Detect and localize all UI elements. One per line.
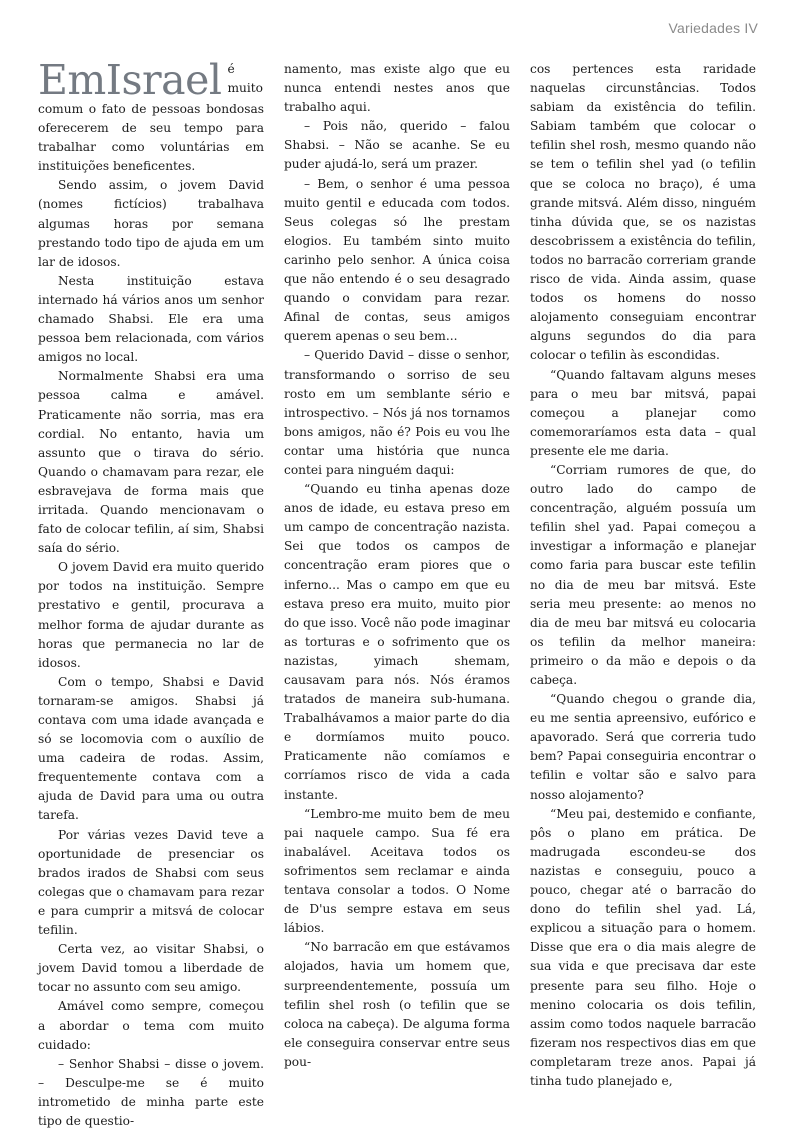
lead-word: EmIsrael xyxy=(38,56,222,104)
article-paragraph: Com o tempo, Shabsi e David tornaram-se amigos. Shabsi já contava com uma idade avançada e só se locomovia com o auxílio de uma cadeira de rodas. Assim, frequentemente contava com a ajuda de David para uma ou outra tarefa. xyxy=(38,674,264,823)
lead-text: é muito comum o fato de pessoas bondosas oferecerem de seu tempo para trabalhar como voluntárias em instituições beneficentes. xyxy=(38,62,264,174)
article-paragraph: namento, mas existe algo que eu nunca entendi nestes anos que trabalho aqui. xyxy=(284,62,510,115)
article-column-1 xyxy=(38,56,264,1131)
article-paragraph: Certa vez, ao visitar Shabsi, o jovem David tomou a liberdade de tocar no assunto com seu amigo. xyxy=(38,942,264,995)
article-paragraph: Nesta instituição estava internado há vários anos um senhor chamado Shabsi. Ele era uma pessoa bem relacionada, com vários amigos no local. xyxy=(38,273,264,365)
article-paragraph: “Quando chegou o grande dia, eu me sentia apreensivo, eufórico e apavorado. Será que correria tudo bem? Papai conseguiria encontrar o tefilin e voltar são e salvo para nosso alojamento? xyxy=(530,692,756,802)
article-paragraph: Amável como sempre, começou a abordar o tema com muito cuidado: xyxy=(38,999,264,1052)
article-paragraph: cos pertences esta raridade naquelas circunstâncias. Todos sabiam da existência do tefilin. Sabiam também que colocar o tefilin shel rosh, mesmo quando não se tem o tefilin shel yad (o tefilin que se coloca no braço), é uma grande mitsvá. Além disso, ninguém tinha dúvida que, se os nazistas descobrissem a existência do tefilin, todos no barracão correriam grande risco de vida. Ainda assim, quase todos os homens do nosso alojamento conseguiam encontrar alguns segundos do dia para colocar o tefilin às escondidas. xyxy=(530,62,756,363)
article-column-3 xyxy=(530,60,756,1091)
article-paragraph: “Quando faltavam alguns meses para o meu bar mitsvá, papai começou a planejar como comemoraríamos esta data – qual presente ele me daria. xyxy=(530,367,756,458)
article-paragraph: – Bem, o senhor é uma pessoa muito gentil e educada com todos. Seus colegas só lhe prestam elogios. Eu também sinto muito carinho pelo senhor. A única coisa que não entendo é o seu desagrado quando o convidam para rezar. Afinal de contas, seus amigos querem apenas o seu bem... xyxy=(284,176,510,344)
article-paragraph: – Pois não, querido – falou Shabsi. – Não se acanhe. Se eu puder ajudá-lo, será um prazer. xyxy=(284,119,510,172)
article-paragraph: “Meu pai, destemido e confiante, pôs o plano em prática. De madrugada escondeu-se dos nazistas e conseguiu, pouco a pouco, chegar até o barracão do dono do tefilin shel yad. Lá, explicou a situação para o homem. Disse que era o dia mais alegre de sua vida e que precisava dar este presente para seu filho. Hoje o menino colocaria os dois tefilin, assim como todos naquele barracão fizeram nos respectivos dias em que completaram treze anos. Papai já tinha tudo planejado e, xyxy=(530,806,756,1088)
article-column-2 xyxy=(284,60,510,1072)
article-paragraph: “Quando eu tinha apenas doze anos de idade, eu estava preso em um campo de concentração nazista. Sei que todos os campos de concentração eram piores que o inferno... Mas o campo em que eu estava preso era muito, muito pior do que isso. Você não pode imaginar as torturas e o sofrimento que os nazistas, yimach shemam, causavam para nós. Nós éramos tratados de maneira sub-humana. Trabalhávamos a maior parte do dia e dormíamos muito pouco. Praticamente não comíamos e corríamos risco de vida a cada instante. xyxy=(284,482,510,802)
article-paragraph: “Corriam rumores de que, do outro lado do campo de concentração, alguém possuía um tefilin shel yad. Papai começou a investigar a informação e planejar como faria para buscar este tefilin no dia de meu bar mitsvá. Este seria meu presente: ao menos no dia de meu bar mitsvá eu colocaria os tefilin da melhor maneira: primeiro o da mão e depois o da cabeça. xyxy=(530,462,756,687)
section-header: Variedades IV xyxy=(668,20,758,36)
article-paragraph: – Querido David – disse o senhor, transformando o sorriso de seu rosto em um semblante sério e introspectivo. – Nós já nos tornamos bons amigos, não é? Pois eu vou lhe contar uma história que nunca contei para ninguém daqui: xyxy=(284,348,510,477)
article-paragraph: Por várias vezes David teve a oportunidade de presenciar os brados irados de Shabsi com seus colegas que o chamavam para rezar e para cumprir a mitsvá de colocar tefilin. xyxy=(38,827,264,938)
article-paragraph: “Lembro-me muito bem de meu pai naquele campo. Sua fé era inabalável. Aceitava todos os sofrimentos sem reclamar e ainda tentava consolar a todos. O Nome de D'us sempre estava em seus lábios. xyxy=(284,806,510,936)
article-paragraph: – Senhor Shabsi – disse o jovem. – Desculpe-me se é muito intrometido de minha parte este tipo de questio- xyxy=(38,1056,264,1128)
article-paragraph: Normalmente Shabsi era uma pessoa calma e amável. Praticamente não sorria, mas era cordial. No entanto, havia um assunto que o tirava do sério. Quando o chamavam para rezar, ele esbravejava de forma mais que irritada. Quando mencionavam o fato de colocar tefilin, aí sim, Shabsi saía do sério. xyxy=(38,369,264,556)
article-paragraph: Sendo assim, o jovem David (nomes fictícios) trabalhava algumas horas por semana prestando todo tipo de ajuda em um lar de idosos. xyxy=(38,178,264,269)
article-paragraph: “No barracão em que estávamos alojados, havia um homem que, surpreendentemente, possuía um tefilin shel rosh (o tefilin que se coloca na cabeça). De alguma forma ele conseguira conservar entre seus pou- xyxy=(284,940,510,1069)
article-paragraph xyxy=(38,56,264,176)
article-paragraph: O jovem David era muito querido por todos na instituição. Sempre prestativo e gentil, procurava a melhor forma de ajudar durante as horas que permanecia no lar de idosos. xyxy=(38,560,264,670)
